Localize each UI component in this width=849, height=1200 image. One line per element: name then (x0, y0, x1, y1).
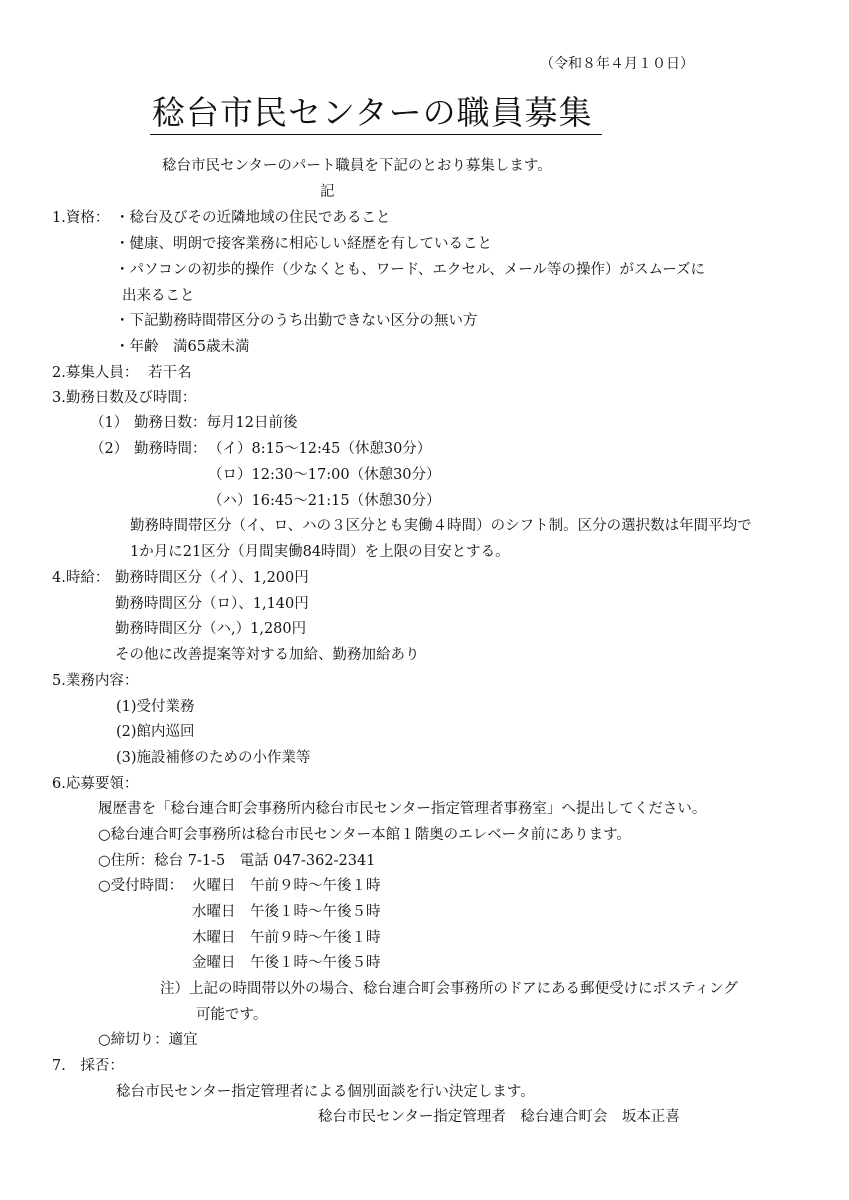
section-2-label: 2.募集人員： (52, 365, 139, 381)
section-4-label: 4.時給： (52, 570, 110, 586)
qualification-item: ・健康、明朗で接客業務に相応しい経歴を有していること (115, 236, 492, 252)
posting-note: 可能です。 (196, 1007, 268, 1023)
page-title: 稔台市民センターの職員募集 (152, 93, 593, 132)
reception-label: ○受付時間： (98, 878, 184, 894)
section-5-label: 5.業務内容： (52, 673, 139, 689)
wage-line: 勤務時間区分（ハ,）1,280円 (115, 621, 307, 637)
qualification-item: ・パソコンの初歩的操作（少なくとも、ワード、エクセル、メール等の操作）がスムーズに (115, 262, 706, 278)
duty-item: (3)施設補修のための小作業等 (116, 750, 311, 766)
ki-marker: 記 (320, 184, 335, 200)
sub-number: （1） (90, 415, 129, 431)
qualification-item: ・下記勤務時間帯区分のうち出勤できない区分の無い方 (115, 313, 478, 329)
posting-note: 注）上記の時間帯以外の場合、稔台連合町会事務所のドアにある郵便受けにポスティング (160, 981, 738, 997)
work-days: 勤務日数：毎月12日前後 (134, 415, 298, 431)
reception-hours: 火曜日 午前９時～午後１時 (192, 878, 381, 894)
wage-line: 勤務時間区分（イ）、1,200円 (115, 570, 309, 586)
reception-hours: 水曜日 午後１時～午後５時 (192, 904, 381, 920)
issue-date: （令和８年４月１０日） (540, 56, 694, 72)
wage-note: その他に改善提案等対する加給、勤務加給あり (115, 647, 420, 663)
qualification-item: ・年齢 満65歳未満 (115, 339, 250, 355)
application-instruction: 履歴書を「稔台連合町会事務所内稔台市民センター指定管理者事務室」へ提出してください。 (98, 801, 707, 817)
intro-text: 稔台市民センターのパート職員を下記のとおり募集します。 (162, 158, 552, 174)
signature: 稔台市民センター指定管理者 稔台連合町会 坂本正喜 (318, 1109, 680, 1125)
shift-note: 1か月に21区分（月間実働84時間）を上限の目安とする。 (130, 544, 510, 560)
duty-item: (1)受付業務 (116, 699, 195, 715)
time-slot: （ハ）16:45～21:15（休憩30分） (208, 493, 441, 509)
time-slot: （イ）8:15～12:45（休憩30分） (208, 441, 432, 457)
duty-item: (2)館内巡回 (116, 724, 195, 740)
work-hours-label: 勤務時間： (134, 441, 207, 457)
title-underline (150, 134, 602, 135)
qualification-item: ・稔台及びその近隣地域の住民であること (115, 210, 391, 226)
section-7-label: 7. 採否： (52, 1058, 124, 1074)
reception-hours: 木曜日 午前９時～午後１時 (192, 930, 381, 946)
sub-number: （2） (90, 441, 129, 457)
section-3-label: 3.勤務日数及び時間： (52, 390, 197, 406)
qualification-item-continued: 出来ること (122, 288, 195, 304)
wage-line: 勤務時間区分（ロ）、1,140円 (115, 596, 309, 612)
section-6-label: 6.応募要領： (52, 776, 139, 792)
section-1-label: 1.資格： (52, 210, 110, 226)
office-location: ○稔台連合町会事務所は稔台市民センター本館１階奥のエレベータ前にあります。 (98, 827, 631, 843)
selection-text: 稔台市民センター指定管理者による個別面談を行い決定します。 (116, 1084, 535, 1100)
address-phone: ○住所：稔台 7-1-5 電話 047-362-2341 (98, 853, 376, 869)
recruit-count: 若干名 (148, 365, 192, 381)
shift-note: 勤務時間帯区分（イ、ロ、ハの３区分とも実働４時間）のシフト制。区分の選択数は年間平均で (130, 518, 752, 534)
time-slot: （ロ）12:30～17:00（休憩30分） (208, 467, 441, 483)
deadline: ○締切り：適宜 (98, 1032, 198, 1048)
reception-hours: 金曜日 午後１時～午後５時 (192, 955, 381, 971)
